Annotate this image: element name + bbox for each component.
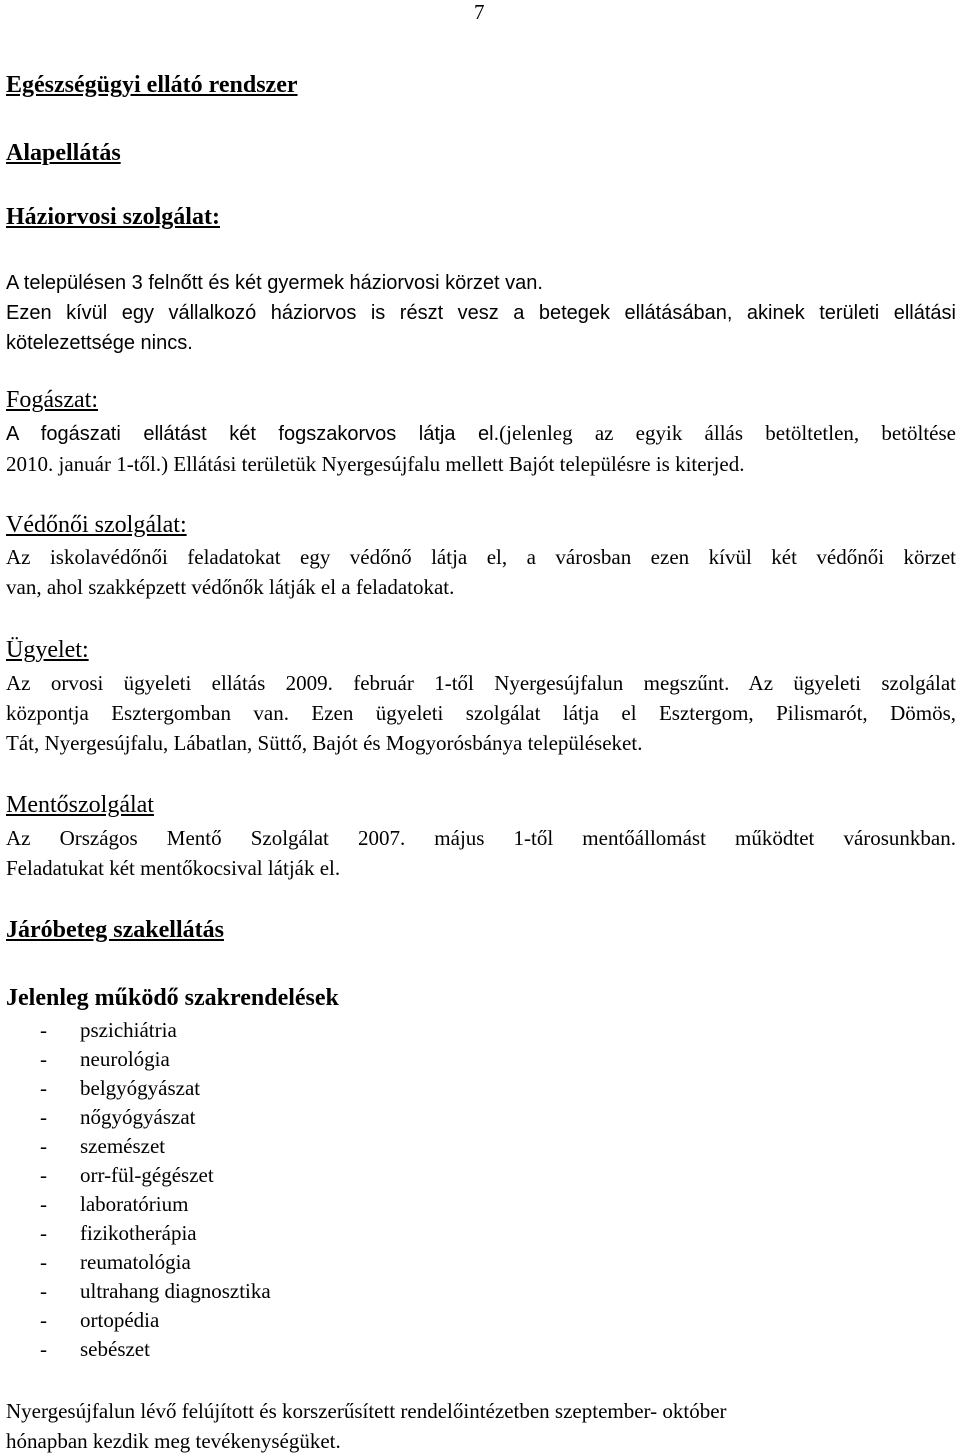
heading-vedonoi: Védőnői szolgálat: — [6, 512, 187, 538]
document-title: Egészségügyi ellátó rendszer — [6, 72, 298, 98]
list-item-label: pszichiátria — [80, 1018, 177, 1042]
list-item — [40, 1277, 271, 1306]
list-item — [40, 1016, 271, 1045]
list-dash: - — [40, 1308, 47, 1332]
heading-mentoszolgalat: Mentőszolgálat — [6, 792, 154, 818]
list-dash: - — [40, 1250, 47, 1274]
heading-ugyelet: Ügyelet: — [6, 637, 89, 663]
list-dash: - — [40, 1192, 47, 1216]
text-line: kötelezettsége nincs. — [6, 332, 193, 354]
text-line: Az orvosi ügyeleti ellátás 2009. február 1-től Nyergesújfalun megszűnt. Az ügyeleti szolgálat — [6, 671, 956, 695]
paragraph-haziorvosi — [6, 268, 956, 358]
list-item-label: szemészet — [80, 1134, 166, 1158]
list-dash: - — [40, 1337, 47, 1361]
text-line: hónapban kezdik meg tevékenységüket. — [6, 1429, 341, 1453]
text-line: központja Esztergomban van. Ezen ügyeleti szolgálat látja el Esztergom, Pilismarót, Dömös, — [6, 701, 956, 725]
list-dash: - — [40, 1134, 47, 1158]
text-line: Feladatukat két mentőkocsival látják el. — [6, 856, 341, 880]
list-dash: - — [40, 1163, 47, 1187]
paragraph-ugyelet — [6, 668, 956, 758]
list-item-label: reumatológia — [80, 1250, 191, 1274]
list-item — [40, 1306, 271, 1335]
list-item — [40, 1248, 271, 1277]
list-item — [40, 1219, 271, 1248]
list-item — [40, 1103, 271, 1132]
list-item — [40, 1132, 271, 1161]
text-segment: ) Ellátási területük Nyergesújfalu mellett Bajót településre is kiterjed. — [161, 452, 745, 476]
text-line — [6, 449, 956, 479]
text-line: Az iskolavédőnői feladatokat egy védőnő látja el, a városban ezen kívül két védőnői körzet — [6, 545, 956, 569]
list-item — [40, 1074, 271, 1103]
section-heading-jarobeteg: Járóbeteg szakellátás — [6, 917, 224, 943]
list-dash: - — [40, 1076, 47, 1100]
list-item-label: fizikotherápia — [80, 1221, 197, 1245]
text-line: van, ahol szakképzett védőnők látják el a feladatokat. — [6, 575, 455, 599]
list-item-label: neurológia — [80, 1047, 170, 1071]
list-item-label: laboratórium — [80, 1192, 189, 1216]
list-dash: - — [40, 1018, 47, 1042]
text-segment: (jelenleg az egyik állás betöltetlen, betöltése — [499, 421, 956, 445]
text-line: Tát, Nyergesújfalu, Lábatlan, Süttő, Bajót és Mogyorósbánya településeket. — [6, 731, 643, 755]
text-line — [6, 418, 956, 449]
list-item-label: nőgyógyászat — [80, 1105, 196, 1129]
text-line: Ezen kívül egy vállalkozó háziorvos is részt vesz a betegek ellátásában, akinek területi ellátási — [6, 302, 956, 324]
paragraph-vedonoi — [6, 542, 956, 602]
list-item-label: sebészet — [80, 1337, 150, 1361]
paragraph-fogaszat — [6, 418, 956, 479]
list-item — [40, 1045, 271, 1074]
text-segment: 2010. január 1-től. — [6, 452, 162, 476]
list-item-label: belgyógyászat — [80, 1076, 201, 1100]
szakrendelesek-list — [40, 1016, 271, 1364]
list-item — [40, 1161, 271, 1190]
list-item-label: ortopédia — [80, 1308, 160, 1332]
text-line: Az Országos Mentő Szolgálat 2007. május 1-től mentőállomást működtet városunkban. — [6, 826, 956, 850]
list-dash: - — [40, 1221, 47, 1245]
text-line: Nyergesújfalun lévő felújított és korszerűsített rendelőintézetben szeptember- október — [6, 1399, 727, 1423]
paragraph-mentoszolgalat — [6, 823, 956, 883]
paragraph-closing — [6, 1396, 956, 1456]
list-dash: - — [40, 1105, 47, 1129]
heading-szakrendelesek: Jelenleg működő szakrendelések — [6, 985, 339, 1011]
list-dash: - — [40, 1279, 47, 1303]
list-item-label: ultrahang diagnosztika — [80, 1279, 271, 1303]
list-item — [40, 1190, 271, 1219]
text-segment: A fogászati ellátást két fogszakorvos látja el. — [6, 423, 500, 445]
heading-fogaszat: Fogászat: — [6, 387, 98, 413]
list-item — [40, 1335, 271, 1364]
heading-haziorvosi: Háziorvosi szolgálat: — [6, 204, 220, 230]
list-dash: - — [40, 1047, 47, 1071]
text-line: A településen 3 felnőtt és két gyermek háziorvosi körzet van. — [6, 272, 543, 294]
list-item-label: orr-fül-gégészet — [80, 1163, 214, 1187]
page-number: 7 — [474, 0, 485, 24]
section-heading-alapellatas: Alapellátás — [6, 140, 121, 166]
